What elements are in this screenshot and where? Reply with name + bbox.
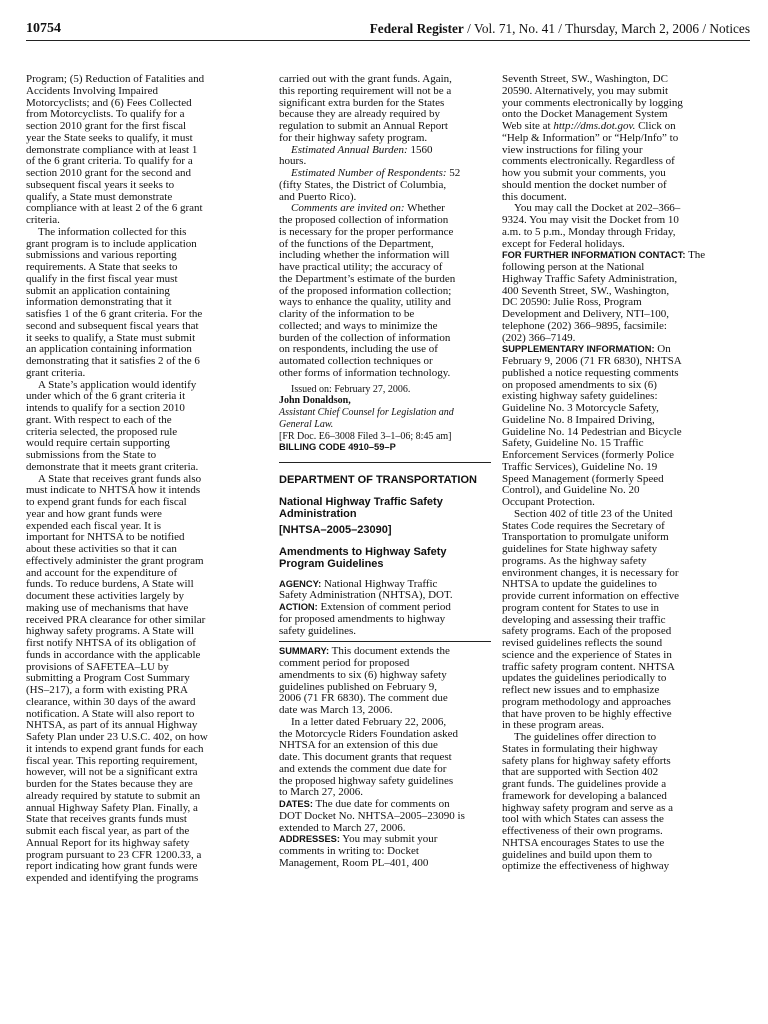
section-heading: [NHTSA–2005–23090] [279, 524, 392, 537]
text-run: 1560 [407, 143, 433, 156]
text-line [279, 431, 491, 443]
field-label: BILLING CODE 4910–59–P [279, 442, 396, 453]
text-run: Accidents Involving Impaired [26, 84, 158, 97]
text-run: programs. As the highway safety [502, 554, 647, 567]
text-line [279, 525, 491, 537]
text-run: On [654, 343, 671, 356]
text-run: extended to March 27, 2006. [279, 821, 406, 834]
text-run: have practical utility; the accuracy of [279, 261, 443, 273]
text-line [279, 419, 491, 431]
text-run: and account for the expenditure of [26, 566, 178, 579]
text-run: submit each fiscal year, as part of the [26, 825, 190, 837]
text-run: program pursuant to 23 CFR 1200.33, a [26, 848, 202, 861]
text-run: submissions from the State to [26, 449, 157, 461]
text-run: demonstrate compliance with at least 1 [26, 143, 198, 156]
text-run: Safety, Guideline No. 15 Traffic [502, 437, 644, 450]
text-run: second and subsequent fiscal years that [26, 319, 199, 332]
text-run: guidelines and build upon them to [502, 848, 653, 861]
text-run: section 2010 grant for the second and [26, 167, 191, 179]
text-run: of the functions of the Department, [279, 237, 434, 250]
text-line [502, 239, 748, 251]
text-run: Highway Traffic Safety Administration, [502, 272, 678, 285]
text-run: updates the guidelines periodically to [502, 672, 667, 685]
text-run: comment period for proposed [279, 657, 410, 669]
issue-date: Thursday, March 2, 2006 [565, 21, 700, 36]
text-column-1 [26, 74, 265, 885]
field-label: ACTION: [279, 602, 318, 612]
text-run: Speed Management (formerly Speed [502, 472, 664, 485]
text-run: Development and Delivery, NTI–100, [502, 308, 669, 320]
text-run: collected; and ways to minimize the [279, 319, 438, 332]
text-run: safety programs. Each of the proposed [502, 625, 672, 638]
text-run: subsequent fiscal years it seeks to [26, 178, 175, 191]
text-run: the proposed highway safety guidelines [279, 774, 454, 787]
text-run: A State’s application would identify [38, 378, 197, 391]
section-heading: National Highway Traffic Safety [279, 495, 443, 508]
field-label: AGENCY: [279, 578, 322, 589]
text-run: carried out with the grant funds. Again, [279, 73, 452, 85]
text-run: ways to enhance the quality, utility and [279, 296, 451, 309]
text-run: including whether the information will [279, 249, 450, 262]
text-line [26, 203, 265, 215]
text-run: safety guidelines. [279, 624, 356, 637]
text-run: for their highway safety program. [279, 131, 428, 144]
text-run: under which of the 6 grant criteria it [26, 390, 186, 403]
text-run: developing and assessing their traffic [502, 613, 666, 626]
text-run: and Puerto Rico). [279, 190, 357, 203]
text-run: onto the Docket Management System [502, 108, 668, 121]
text-run: program content for States to use in [502, 601, 660, 614]
text-run: expended and identifying the programs [26, 872, 199, 884]
text-run: grant criteria. [26, 366, 86, 379]
text-run: it intends to expend grant funds for each [26, 742, 204, 755]
running-head: Federal Register / Vol. 71, No. 41 / Thursday, March 2, 2006 / Notices [369, 21, 750, 36]
field-label: DATES: [279, 799, 313, 809]
text-run: document these activities largely by [26, 590, 185, 602]
text-run: Management, Room PL–401, 400 [279, 856, 429, 869]
text-line [279, 384, 491, 396]
text-run: You may submit your [339, 833, 438, 846]
text-run: (fifty States, the District of Columbia, [279, 178, 447, 191]
text-run: other forms of information technology. [279, 366, 451, 379]
text-run: (202) 366–7149. [502, 331, 576, 344]
text-run: the Department’s estimate of the burden [279, 272, 456, 285]
text-run: because they are already required by [279, 108, 440, 121]
text-run: environment changes, it is necessary for [502, 566, 679, 579]
text-run: demonstrate that it meets grant criteria. [26, 460, 199, 473]
text-run: John Donaldson, [279, 395, 351, 407]
text-run: should mention the docket number of [502, 178, 667, 191]
text-run: Transportation to promulgate uniform [502, 531, 669, 544]
text-run: This document extends the [329, 645, 450, 658]
text-run: Traffic Services), Guideline No. 19 [502, 460, 658, 473]
text-run: Click on [635, 120, 676, 132]
publication-title: Federal Register [369, 21, 464, 36]
text-run: State that receives grants funds must [26, 813, 187, 826]
text-run: this reporting requirement will not be a [279, 84, 452, 97]
text-run: safety plans for highway safety efforts [502, 754, 671, 767]
section-name: Notices [709, 21, 750, 36]
section-heading: Administration [279, 507, 357, 520]
text-run: Seventh Street, SW., Washington, DC [502, 73, 668, 85]
text-run: an application containing information [26, 343, 192, 356]
text-run: first notify NHTSA of its obligation of [26, 637, 196, 649]
text-run: however, will not be a significant extra [26, 766, 198, 779]
text-run: NHTSA for an extension of this due [279, 739, 438, 752]
text-run: NHTSA to update the guidelines to [502, 578, 657, 591]
text-run: clearance, within 30 days of the award [26, 695, 196, 708]
text-column-3 [502, 74, 748, 873]
text-run: how you submit your comments, you [502, 167, 666, 179]
text-run: making use of mechanisms that have [26, 601, 189, 614]
text-run: Issued on: February 27, 2006. [291, 383, 411, 395]
text-run: [FR Doc. E6–3008 Filed 3–1–06; 8:45 am] [279, 430, 452, 442]
text-run: Guideline No. 14 Pedestrian and Bicycle [502, 425, 682, 438]
field-label: FOR FURTHER INFORMATION CONTACT: [502, 250, 686, 261]
text-run: to March 27, 2006. [279, 786, 364, 799]
text-run: automated collection techniques or [279, 355, 433, 367]
text-run: your comments electronically by logging [502, 96, 683, 109]
text-run: General Law. [279, 418, 334, 430]
text-run: date was March 13, 2006. [279, 704, 393, 716]
text-run: expended each fiscal year. It is [26, 519, 161, 532]
text-run: amendments to six (6) highway safety [279, 668, 447, 681]
text-run: funds. To reduce burdens, A State will [26, 578, 194, 591]
text-run: Safety Plan under 23 U.S.C. 402, on how [26, 731, 208, 743]
text-run: 20590. Alternatively, you may submit [502, 84, 669, 97]
text-run: States in formulating their highway [502, 742, 658, 755]
text-run: guidelines published on February 9, [279, 680, 437, 693]
text-run: clarity of the information to be [279, 308, 415, 320]
text-run: is necessary for the proper performance [279, 225, 454, 238]
field-label: SUPPLEMENTARY INFORMATION: [502, 344, 655, 355]
text-run: Motorcyclists; and (6) Fees Collected [26, 96, 192, 109]
text-run: Estimated Number of Respondents: [291, 167, 447, 179]
text-run: Guideline No. 3 Motorcycle Safety, [502, 402, 659, 414]
text-run: The [685, 249, 706, 262]
text-run: section 2010 grant for the first fiscal [26, 120, 187, 132]
text-run: Section 402 of title 23 of the United [514, 507, 673, 520]
text-line [279, 395, 491, 407]
text-run: Comments are invited on: [291, 202, 405, 215]
text-run: report indicating how grant funds were [26, 860, 198, 873]
text-run: satisfies 1 of the 6 grant criteria. For the [26, 308, 203, 320]
text-run: Assistant Chief Counsel for Legislation and [279, 407, 454, 418]
text-run: traffic safety program content. NHTSA [502, 660, 675, 673]
field-label: ADDRESSES: [279, 834, 340, 845]
text-run: guidelines for State highway safety [502, 543, 658, 555]
text-run: (HS–217), a form with existing PRA [26, 684, 188, 696]
text-run: You may call the Docket at 202–366– [514, 202, 681, 215]
text-run: date. This document grants that request [279, 751, 452, 763]
text-run: Safety Administration (NHTSA), DOT. [279, 589, 453, 602]
text-run: demonstrating that it satisfies 2 of the 6 [26, 355, 200, 367]
text-line [279, 559, 491, 571]
text-line [502, 333, 748, 345]
text-run: published a notice requesting comments [502, 366, 679, 379]
field-label: SUMMARY: [279, 646, 330, 657]
text-run: would require certain supporting [26, 437, 170, 450]
text-line [279, 407, 491, 419]
text-run: funds in accordance with the applicable [26, 648, 201, 661]
text-run: annual Highway Safety Plan. Finally, a [26, 801, 198, 814]
text-run: telephone (202) 366–9895, facsimile: [502, 319, 667, 332]
text-run: provide current information on effective [502, 590, 679, 602]
text-run: grant. With respect to each of the [26, 413, 172, 426]
text-run: of the proposed information collection; [279, 284, 452, 297]
text-line [279, 858, 491, 870]
text-run: grant program is to include application [26, 237, 197, 250]
text-run: regulation to submit an Annual Report [279, 120, 448, 132]
text-run: submitting a Program Cost Summary [26, 672, 190, 685]
page-number: 10754 [26, 21, 61, 36]
text-run: tool with which States can assess the [502, 813, 664, 826]
text-run: compliance with at least 2 of the 6 grant [26, 202, 203, 215]
text-run: DOT Docket No. NHTSA–2005–23090 is [279, 809, 465, 822]
text-run: that are supported with Section 402 [502, 766, 659, 779]
text-run: science and the experience of States in [502, 648, 672, 661]
text-run: from Motorcyclists. To qualify for a [26, 108, 185, 121]
text-run: Whether [404, 202, 445, 215]
text-run: A State that receives grant funds also [38, 472, 202, 485]
text-run: Guideline No. 8 Impaired Driving, [502, 413, 655, 426]
section-heading: Program Guidelines [279, 557, 384, 570]
text-run: “Help & Information” or “Help/Info” to [502, 131, 679, 144]
text-run: Control), and Guideline No. 20 [502, 484, 640, 497]
text-run: revised guidelines reflects the sound [502, 637, 663, 649]
text-run: for proposed amendments to highway [279, 612, 446, 625]
section-heading: Amendments to Highway Safety [279, 546, 447, 558]
text-run: February 9, 2006 (71 FR 6830), NHTSA [502, 355, 682, 367]
text-run: and extends the comment due date for [279, 762, 447, 775]
text-line [279, 475, 491, 487]
text-run: of the 6 grant criteria. To qualify for a [26, 155, 193, 168]
text-run: The due date for comments on [312, 798, 450, 810]
text-run: about these activities so that it can [26, 543, 177, 555]
text-run: on respondents, including the use of [279, 343, 438, 356]
text-run: existing highway safety guidelines: [502, 390, 658, 403]
text-line [279, 509, 491, 521]
text-run: hours. [279, 155, 307, 168]
text-run: burden for the States because they are [26, 778, 193, 790]
text-run: framework for developing a balanced [502, 789, 667, 802]
text-run: qualify, a State must demonstrate [26, 190, 173, 203]
text-run: effectiveness of their own programs. [502, 825, 663, 837]
text-run: information demonstrating that it [26, 296, 172, 309]
text-run: criteria selected, the proposed rule [26, 425, 178, 438]
text-run: year the State seeks to qualify, it must [26, 131, 193, 144]
text-run: this document. [502, 190, 567, 203]
text-run: submissions and various reporting [26, 249, 177, 262]
text-line [279, 368, 491, 380]
text-column-2 [279, 74, 491, 870]
text-run: comments electronically. Regardless of [502, 155, 675, 168]
text-run: a.m. to 5 p.m., Monday through Friday, [502, 225, 676, 238]
text-run: notification. A State will also report to [26, 707, 195, 720]
text-run: in these program areas. [502, 719, 605, 732]
text-run: effectively administer the grant program [26, 554, 204, 567]
header-rule [26, 40, 750, 41]
text-run: already required by statute to submit an [26, 789, 201, 802]
text-run: significant extra burden for the States [279, 96, 445, 109]
spacer [279, 454, 491, 462]
text-run: highway safety program and serve as a [502, 801, 674, 814]
text-run: burden of the collection of information [279, 331, 451, 344]
text-run: 2006 (71 FR 6830). The comment due [279, 692, 448, 705]
text-run: States Code requires the Secretary of [502, 519, 665, 532]
text-line [279, 626, 491, 638]
text-run: the proposed collection of information [279, 214, 449, 226]
text-run: grant funds. The guidelines provide a [502, 778, 667, 790]
text-run: Program; (5) Reduction of Fatalities and [26, 73, 205, 85]
text-run: the Motorcycle Riders Foundation asked [279, 727, 459, 740]
text-run: following person at the National [502, 261, 645, 273]
text-run: view instructions for filing your [502, 143, 643, 156]
text-run: 400 Seventh Street, SW., Washington, [502, 284, 670, 297]
text-run: must indicate to NHTSA how it intends [26, 484, 201, 497]
text-run: NHTSA encourages States to use the [502, 836, 665, 849]
text-run: National Highway Traffic [321, 577, 438, 590]
text-run: comments in writing to: Docket [279, 845, 419, 857]
text-run: Estimated Annual Burden: [291, 143, 408, 156]
text-line [279, 145, 491, 157]
text-run: 9324. You may visit the Docket from 10 [502, 214, 679, 226]
text-run: In a letter dated February 22, 2006, [291, 715, 447, 728]
text-line [26, 873, 265, 885]
text-run: on proposed amendments to six (6) [502, 378, 657, 391]
text-run: except for Federal holidays. [502, 237, 625, 250]
text-line [502, 861, 748, 873]
text-run: Enforcement Services (formerly Police [502, 449, 674, 461]
text-run: it seeks to qualify, a State must submit [26, 331, 196, 344]
text-run: Extension of comment period [317, 601, 451, 613]
text-run: NHTSA, as part of its annual Highway [26, 719, 198, 732]
text-line [279, 442, 491, 454]
text-run: program methodology and approaches [502, 695, 671, 708]
text-run: criteria. [26, 214, 60, 226]
text-run: http://dms.dot.gov. [553, 120, 636, 132]
text-run: The information collected for this [38, 225, 187, 238]
text-run: DC 20590: Julie Ross, Program [502, 296, 642, 309]
volume-issue: Vol. 71, No. 41 [473, 21, 555, 36]
page-header [26, 20, 750, 38]
text-run: highway safety programs. A State will [26, 625, 195, 638]
text-run: received PRA clearance for other similar [26, 613, 206, 626]
text-run: intends to qualify for a section 2010 [26, 402, 185, 414]
text-run: to expend grant funds for each fiscal [26, 496, 187, 508]
text-run: Web site at [502, 120, 554, 132]
text-run: The guidelines offer direction to [514, 731, 657, 743]
text-run: optimize the effectiveness of highway [502, 860, 670, 873]
text-run: fiscal year. This reporting requirement, [26, 754, 198, 767]
text-run: reflect new issues and to emphasize [502, 684, 660, 696]
text-run: requirements. A State that seeks to [26, 261, 178, 273]
text-run: that have proven to be highly effective [502, 707, 672, 720]
section-heading: DEPARTMENT OF TRANSPORTATION [279, 474, 477, 486]
text-run: year and how grant funds were [26, 507, 162, 520]
text-run: 52 [446, 167, 461, 179]
text-run: Annual Report for its highway safety [26, 836, 190, 849]
text-run: Occupant Protection. [502, 496, 595, 508]
text-run: important for NHTSA to be notified [26, 531, 185, 544]
text-run: provisions of SAFETEA–LU by [26, 660, 169, 673]
text-run: qualify in the first fiscal year must [26, 272, 178, 285]
text-run: submit an application containing [26, 284, 170, 297]
